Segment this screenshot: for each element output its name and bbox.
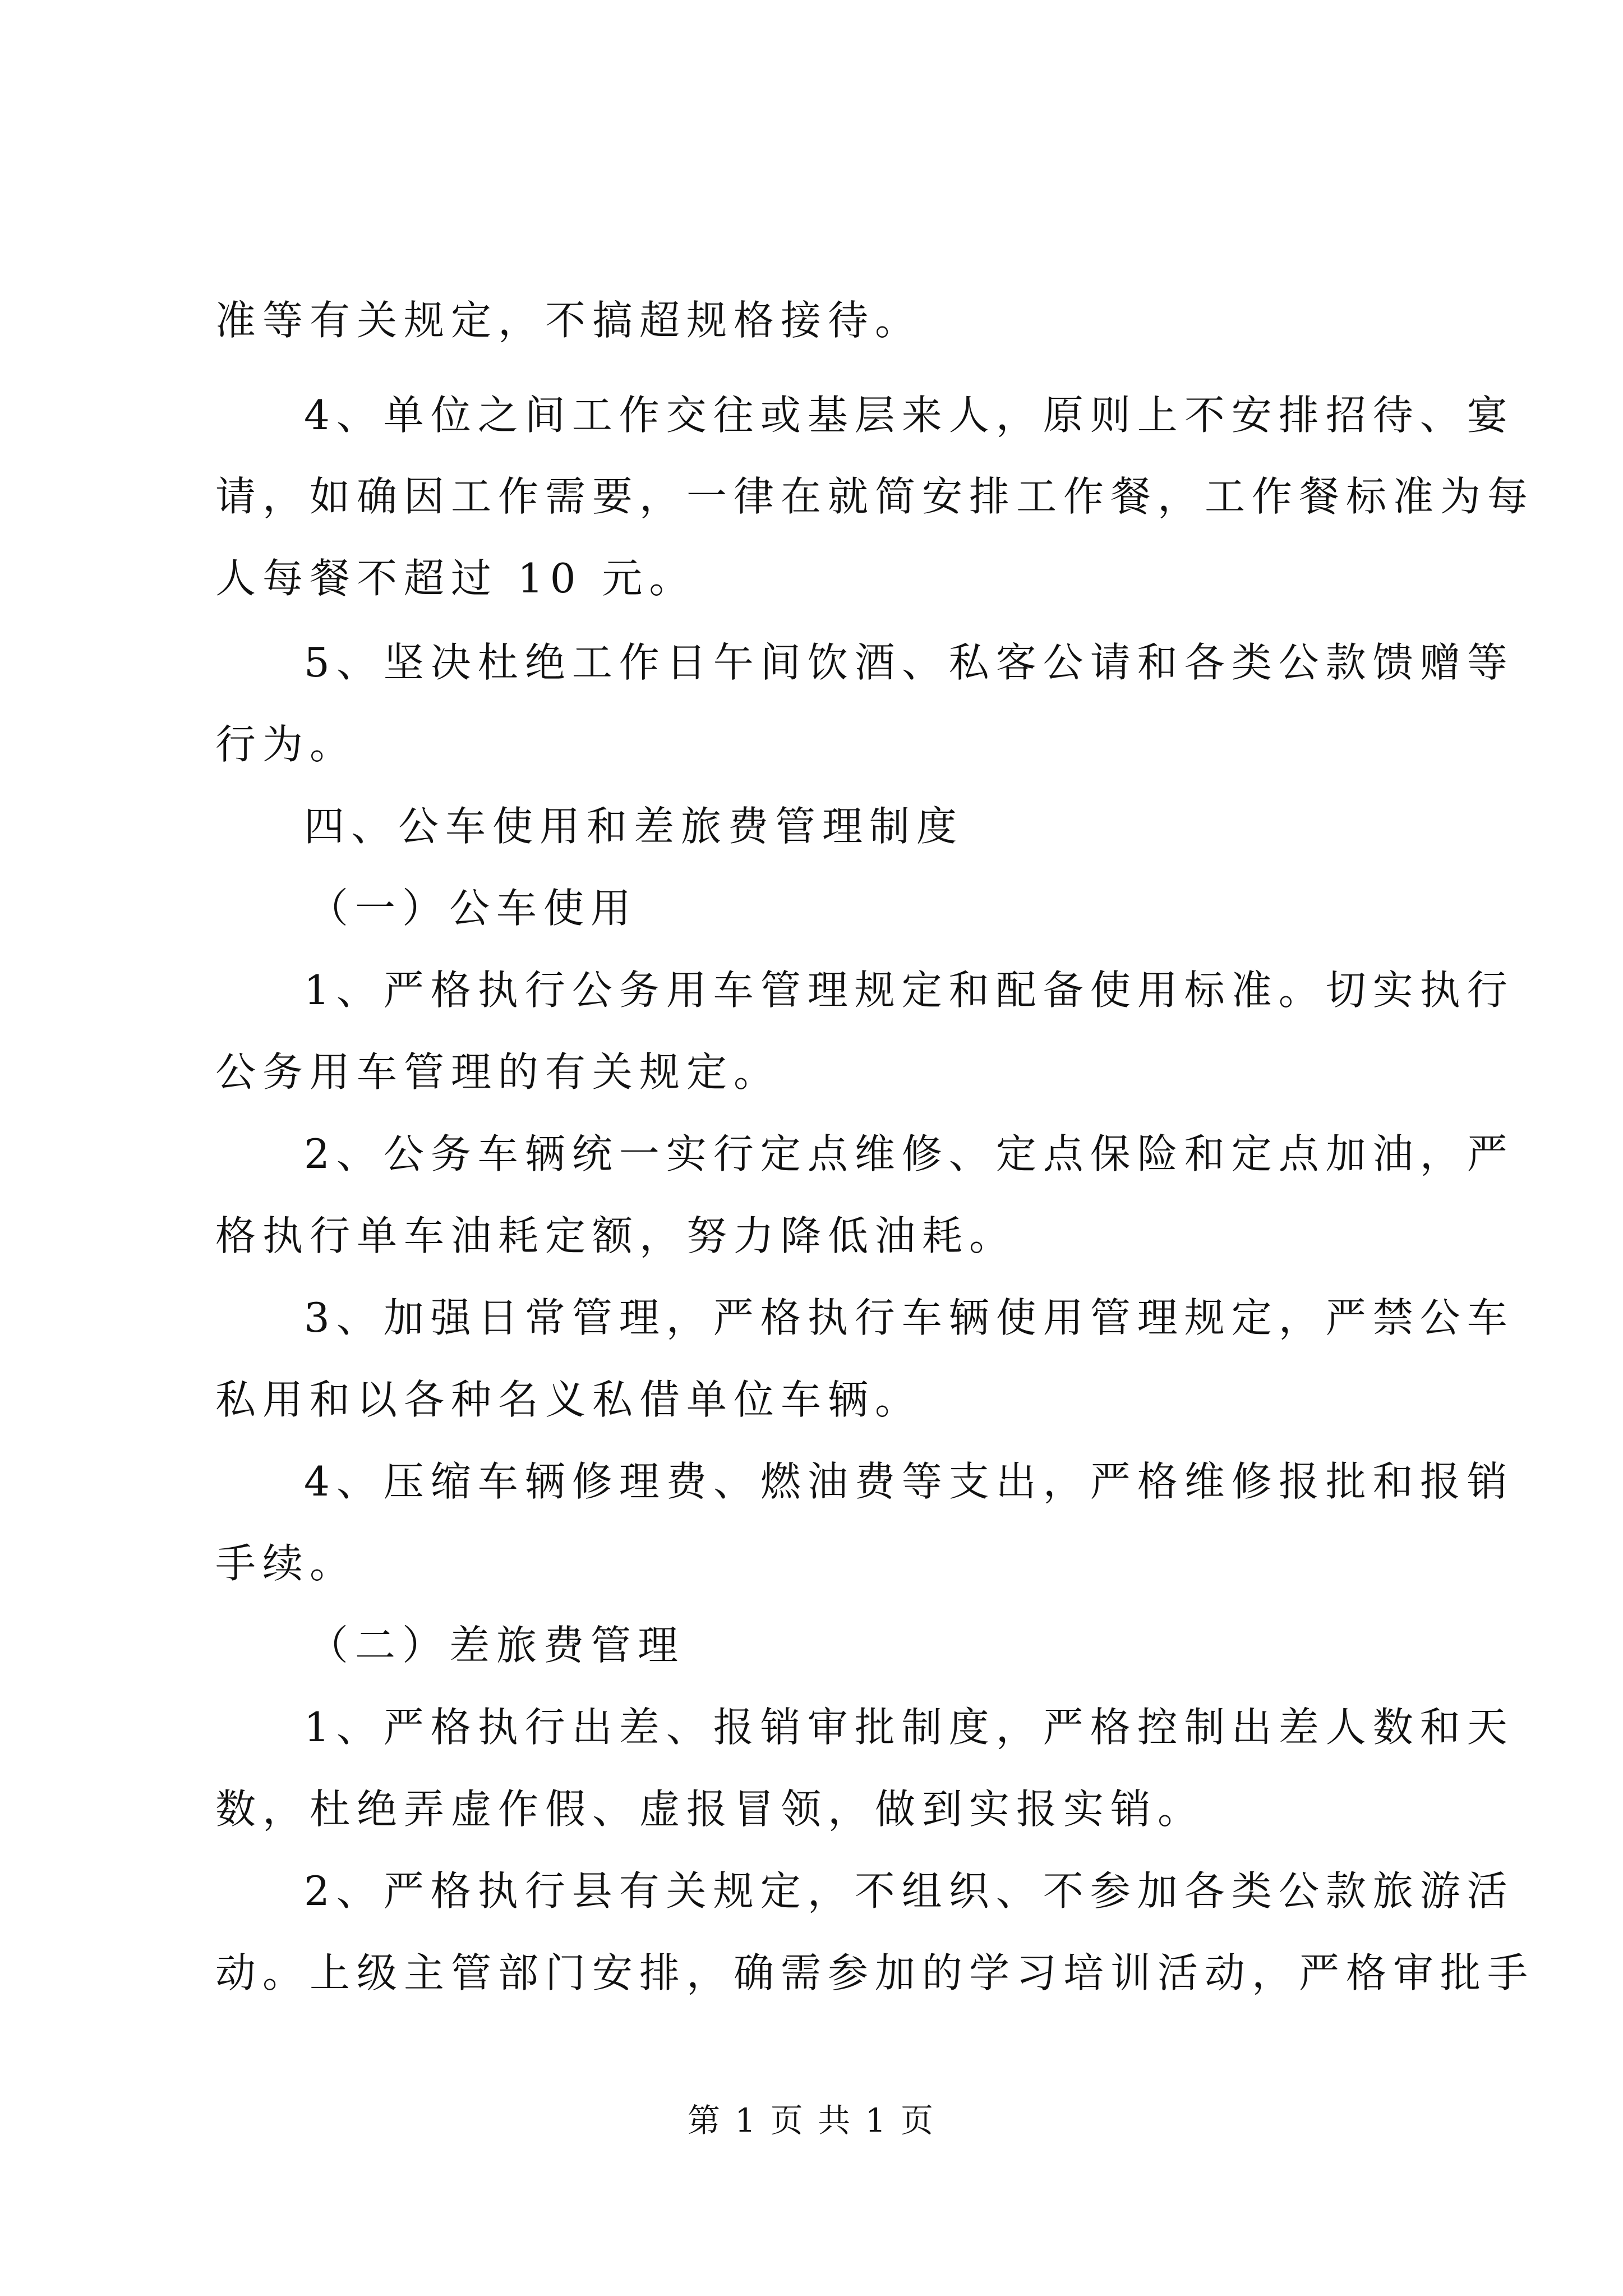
text-line-20: 2、严格执行县有关规定，不组织、不参加各类公款旅游活 — [304, 1867, 1514, 1915]
text-line-1: 准等有关规定，不搞超规格接待。 — [215, 297, 923, 344]
subsection-heading-1: （一）公车使用 — [308, 885, 638, 932]
text-line-2: 4、单位之间工作交往或基层来人，原则上不安排招待、宴 — [304, 392, 1514, 439]
text-line-10: 公务用车管理的有关规定。 — [215, 1048, 781, 1096]
subsection-heading-2: （二）差旅费管理 — [308, 1622, 685, 1669]
text-line-19: 数，杜绝弄虚作假、虚报冒领，做到实报实销。 — [215, 1786, 1205, 1833]
text-line-11: 2、公务车辆统一实行定点维修、定点保险和定点加油，严 — [304, 1130, 1514, 1177]
text-line-13: 3、加强日常管理，严格执行车辆使用管理规定，严禁公车 — [304, 1294, 1514, 1341]
text-line-18: 1、严格执行出差、报销审批制度，严格控制出差人数和天 — [304, 1704, 1514, 1751]
text-line-21: 动。上级主管部门安排，确需参加的学习培训活动，严格审批手 — [215, 1949, 1535, 1996]
text-line-5: 5、坚决杜绝工作日午间饮酒、私客公请和各类公款馈赠等 — [304, 639, 1514, 686]
text-line-9: 1、严格执行公务用车管理规定和配备使用标准。切实执行 — [304, 967, 1514, 1014]
page-footer: 第 1 页 共 1 页 — [688, 2101, 935, 2139]
text-line-6: 行为。 — [215, 721, 357, 768]
text-line-4: 人每餐不超过 10 元。 — [215, 555, 697, 602]
text-line-15: 4、压缩车辆修理费、燃油费等支出，严格维修报批和报销 — [304, 1458, 1514, 1505]
section-heading: 四、公车使用和差旅费管理制度 — [304, 803, 964, 850]
text-line-14: 私用和以各种名义私借单位车辆。 — [215, 1376, 923, 1423]
text-line-12: 格执行单车油耗定额，努力降低油耗。 — [215, 1212, 1017, 1259]
text-line-16: 手续。 — [215, 1540, 357, 1587]
text-line-3: 请，如确因工作需要，一律在就简安排工作餐，工作餐标准为每 — [215, 473, 1535, 520]
